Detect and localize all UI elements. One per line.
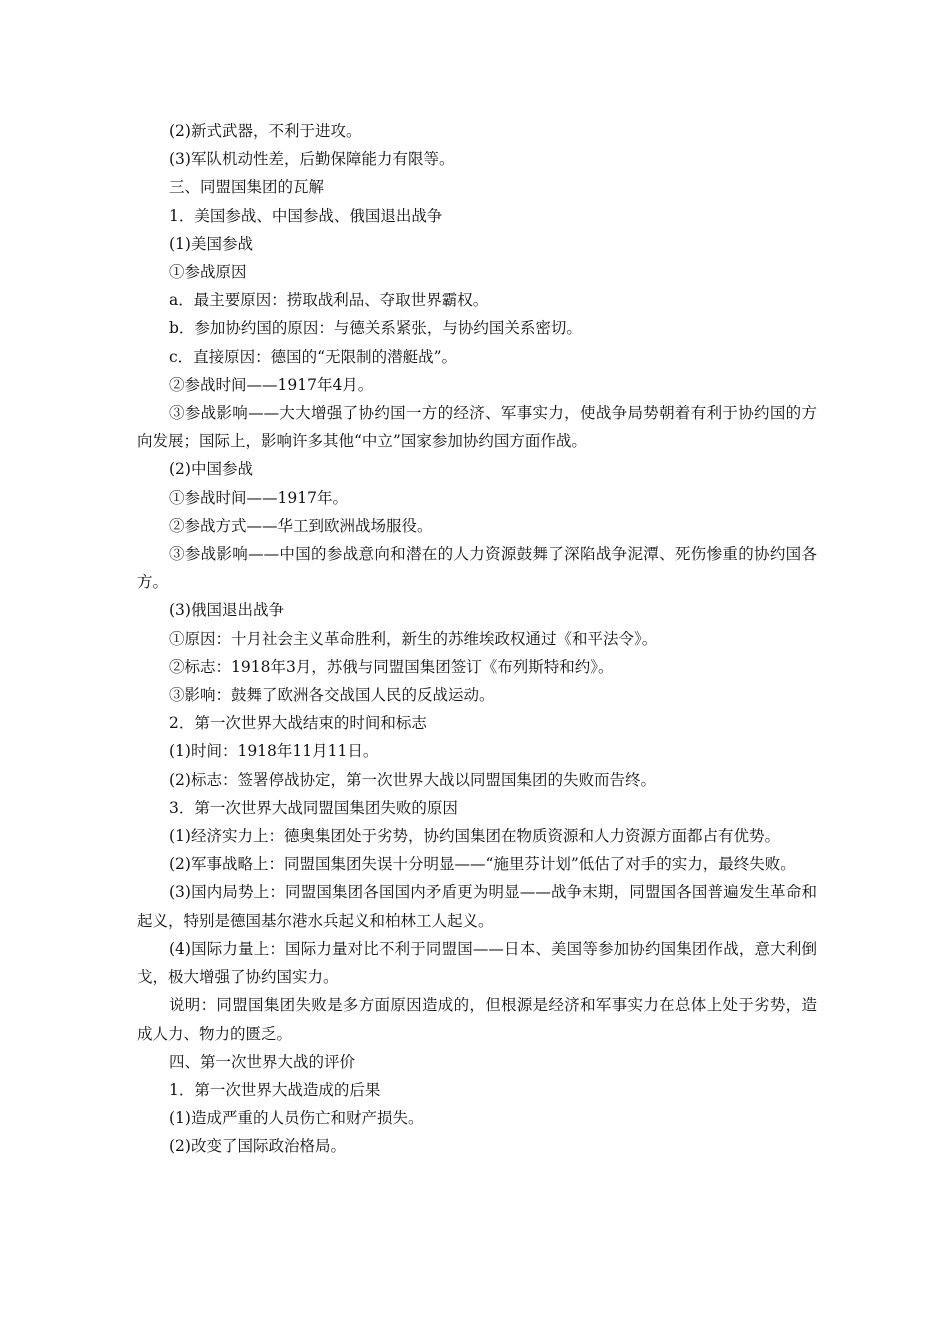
text-paragraph: (2)军事战略上：同盟国集团失误十分明显——“施里芬计划”低估了对手的实力，最终失败。 [169, 855, 796, 874]
subsection-heading: 1．第一次世界大战造成的后果 [169, 1080, 381, 1099]
text-paragraph: (4)国际力量上：国际力量对比不利于同盟国——日本、美国等参加协约国集团作战，意大利倒戈，极大增强了协约国实力。 [137, 939, 817, 987]
note-paragraph: 说明：同盟国集团失败是多方面原因造成的，但根源是经济和军事实力在总体上处于劣势，造成人力、物力的匮乏。 [137, 996, 817, 1043]
document-body [137, 117, 817, 1161]
text-line: a．最主要原因：捞取战利品、夺取世界霸权。 [169, 291, 489, 310]
text-paragraph: ③参战影响——中国的参战意向和潜在的人力资源鼓舞了深陷战争泥潭、死伤惨重的协约国各方。 [137, 545, 817, 592]
text-line: c．直接原因：德国的“无限制的潜艇战”。 [169, 347, 458, 366]
text-line: (2)改变了国际政治格局。 [169, 1137, 346, 1156]
text-line: ③影响：鼓舞了欧洲各交战国人民的反战运动。 [169, 686, 495, 705]
text-line: (2)新式武器，不利于进攻。 [169, 122, 362, 140]
text-line: ②参战方式——华工到欧洲战场服役。 [169, 516, 433, 535]
text-paragraph: (1)经济实力上：德奥集团处于劣势，协约国集团在物质资源和人力资源方面都占有优势。 [169, 827, 780, 846]
text-line: (1)美国参战 [169, 234, 253, 253]
section-heading: 三、同盟国集团的瓦解 [169, 178, 325, 197]
text-line: ②标志：1918年3月，苏俄与同盟国集团签订《布列斯特和约》。 [169, 657, 614, 676]
text-line: b．参加协约国的原因：与德关系紧张，与协约国关系密切。 [169, 319, 582, 338]
text-line: (1)造成严重的人员伤亡和财产损失。 [169, 1109, 424, 1128]
text-line: ①参战原因 [169, 263, 247, 282]
text-line: (3)俄国退出战争 [169, 601, 284, 620]
text-line: ①原因：十月社会主义革命胜利，新生的苏维埃政权通过《和平法令》。 [169, 629, 658, 648]
text-line: ②参战时间——1917年4月。 [169, 375, 374, 394]
text-line: (2)中国参战 [169, 460, 253, 479]
subsection-heading: 3．第一次世界大战同盟国集团失败的原因 [169, 798, 458, 817]
text-paragraph: ③参战影响——大大增强了协约国一方的经济、军事实力，使战争局势朝着有利于协约国的方向发展；国际上，影响许多其他“中立”国家参加协约国方面作战。 [137, 404, 817, 451]
text-line: ①参战时间——1917年。 [169, 488, 348, 507]
text-line: (2)标志：签署停战协定，第一次世界大战以同盟国集团的失败而告终。 [169, 770, 656, 789]
subsection-heading: 2．第一次世界大战结束的时间和标志 [169, 714, 427, 733]
text-paragraph: (3)国内局势上：同盟国集团各国国内矛盾更为明显——战争末期，同盟国各国普遍发生革命和起义，特别是德国基尔港水兵起义和柏林工人起义。 [137, 883, 817, 930]
subsection-heading: 1．美国参战、中国参战、俄国退出战争 [169, 206, 443, 225]
text-line: (3)军队机动性差，后勤保障能力有限等。 [169, 150, 455, 169]
text-line: (1)时间：1918年11月11日。 [169, 742, 379, 761]
section-heading: 四、第一次世界大战的评价 [169, 1052, 356, 1071]
